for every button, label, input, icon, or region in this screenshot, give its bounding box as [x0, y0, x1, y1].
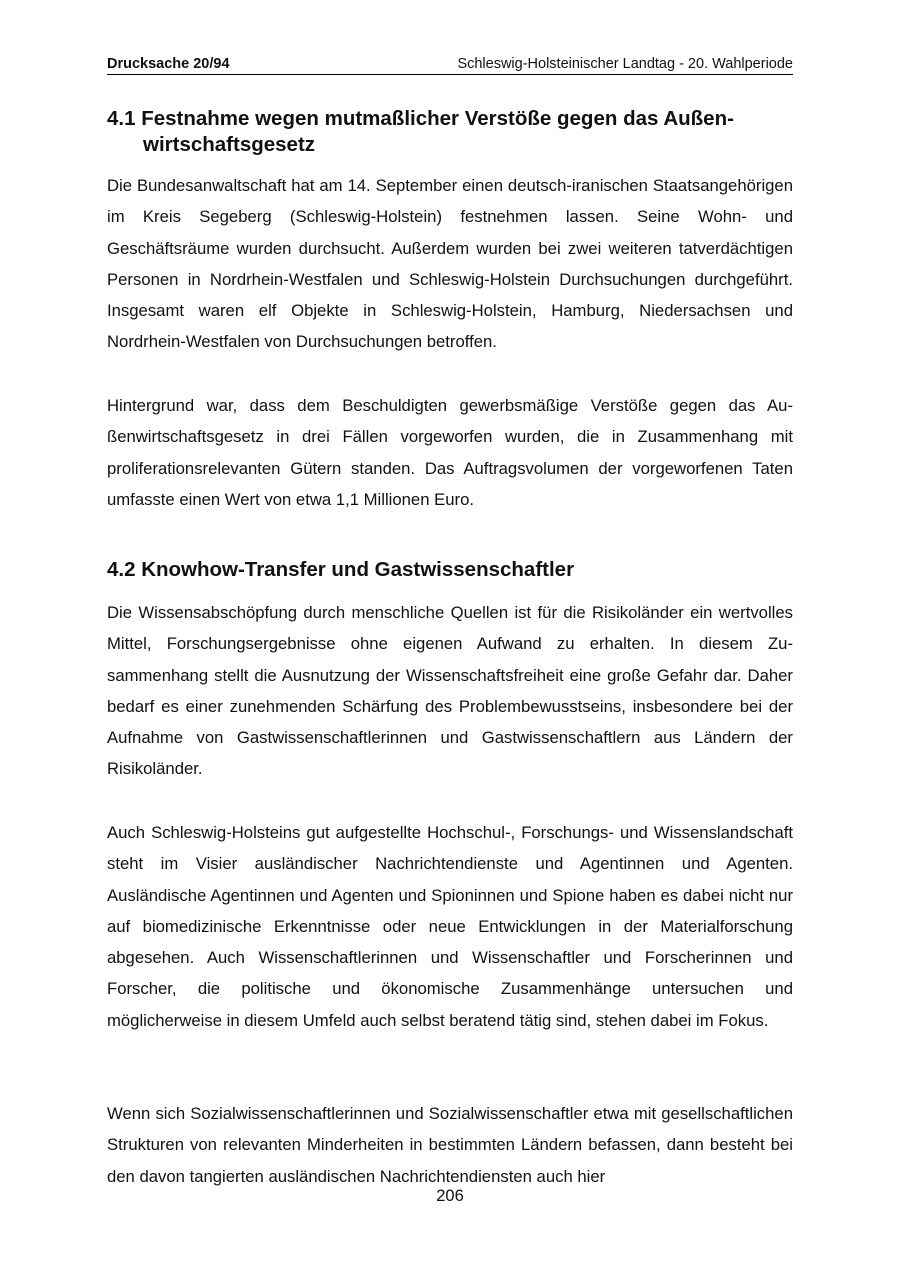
page-number: 206: [436, 1187, 464, 1205]
section-heading-4-1-line2: wirtschaftsgesetz: [143, 133, 316, 156]
section-heading-4-1-line1: 4.1 Festnahme wegen mutmaßlicher Verstöße gegen das Außen-: [107, 107, 734, 130]
section-4-2-paragraph-1: Die Wissensabschöpfung durch menschliche Quellen ist für die Risikoländer ein wertvolles Mittel, Forschungsergebnisse ohne eigenen Aufwand zu erhalten. In diesem Zusammenhang stellt die Ausnutzung der Wissenschaftsfreiheit eine große Gefahr dar. Daher bedarf es einer zunehmenden Schärfung des Problembewusstseins, insbesondere bei der Aufnahme von Gastwissenschaftlerinnen und Gastwissenschaftlern aus Ländern der Risikoländer.: [107, 603, 793, 779]
section-heading-4-2: 4.2 Knowhow-Transfer und Gastwissenschaftler: [107, 558, 575, 581]
section-4-2-paragraph-2: Auch Schleswig-Holsteins gut aufgestellte Hochschul-, Forschungs- und Wissenslandschaft steht im Visier ausländischer Nachrichtendienste und Agentinnen und Agenten. Ausländische Agentinnen und Agenten und Spioninnen und Spione haben es dabei nicht nur auf biomedizinische Erkenntnisse oder neue Entwicklungen in der Materialforschung abgesehen. Auch Wissenschaftlerinnen und Wissenschaftler und Forscherinnen und Forscher, die politische und ökonomische Zusammenhänge untersuchen und möglicherweise in diesem Umfeld auch selbst beratend tätig sind, stehen dabei im Fokus.: [107, 823, 793, 1030]
document-number: Drucksache 20/94: [107, 56, 230, 72]
page-header: [107, 54, 793, 75]
section-4-1-paragraph-2: Hintergrund war, dass dem Beschuldigten gewerbsmäßige Verstöße gegen das Außenwirtschaftsgesetz in drei Fällen vorgeworfen wurden, die in Zusammenhang mit proliferationsrelevanten Gütern standen. Das Auftragsvolumen der vorgeworfenen Taten umfasste einen Wert von etwa 1,1 Millionen Euro.: [107, 396, 793, 509]
parliament-title: Schleswig-Holsteinischer Landtag - 20. Wahlperiode: [457, 56, 793, 72]
section-4-1-paragraph-1: Die Bundesanwaltschaft hat am 14. September einen deutsch-iranischen Staatsangehörigen im Kreis Segeberg (Schleswig-Holstein) festnehmen lassen. Seine Wohn- und Geschäftsräume wurden durchsucht. Außerdem wurden bei zwei weiteren tatverdächtigen Personen in Nordrhein-Westfalen und Schleswig-Holstein Durchsuchungen durchgeführt. Insgesamt waren elf Objekte in Schleswig-Holstein, Hamburg, Niedersachsen und Nordrhein-Westfalen von Durchsuchungen betroffen.: [107, 176, 793, 352]
section-4-2-paragraph-3: Wenn sich Sozialwissenschaftlerinnen und Sozialwissenschaftler etwa mit gesellschaftlichen Strukturen von relevanten Minderheiten in bestimmten Ländern befassen, dann besteht bei den davon tangierten ausländischen Nachrichtendiensten auch hier: [107, 1104, 793, 1186]
section-heading-4-1: [107, 106, 734, 158]
